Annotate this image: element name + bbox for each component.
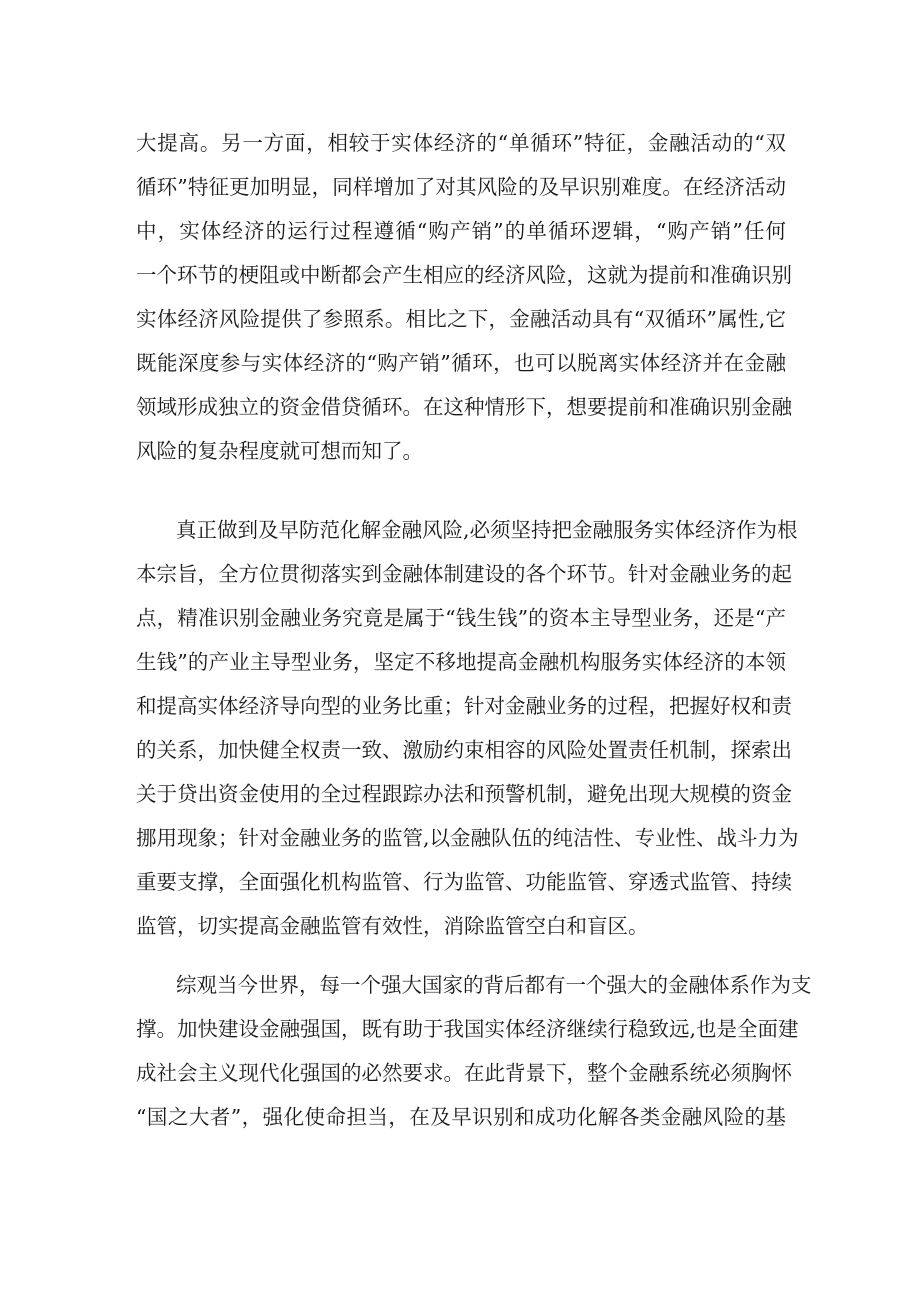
text-line: 领域形成独立的资金借贷循环。在这种情形下，想要提前和准确识别金融 [136, 395, 792, 419]
text-line: 和提高实体经济导向型的业务比重；针对金融业务的过程，把握好权和责 [136, 694, 792, 718]
text-line: 成社会主义现代化强国的必然要求。在此背景下，整个金融系统必须胸怀 [136, 1061, 792, 1085]
text-line: 既能深度参与实体经济的“购产销”循环，也可以脱离实体经济并在金融 [136, 351, 786, 375]
text-line: 一个环节的梗阻或中断都会产生相应的经济风险，这就为提前和准确识别 [136, 263, 792, 287]
text-line: 重要支撑，全面强化机构监管、行为监管、功能监管、穿透式监管、持续 [136, 870, 792, 894]
text-line: 大提高。另一方面，相较于实体经济的“单循环”特征，金融活动的“双 [136, 131, 786, 155]
text-line: 真正做到及早防范化解金融风险,必须坚持把金融服务实体经济作为根 [176, 518, 798, 542]
text-line: 本宗旨，全方位贯彻落实到金融体制建设的各个环节。针对金融业务的起 [136, 562, 792, 586]
text-line: 风险的复杂程度就可想而知了。 [136, 439, 423, 463]
text-line: 的关系，加快健全权责一致、激励约束相容的风险处置责任机制，探索出 [136, 738, 792, 762]
text-line: 中，实体经济的运行过程遵循“购产销”的单循环逻辑，“购产销”任何 [136, 219, 786, 243]
text-line: 挪用现象；针对金融业务的监管,以金融队伍的纯洁性、专业性、战斗力为 [136, 826, 799, 850]
text-line: 监管，切实提高金融监管有效性，消除监管空白和盲区。 [136, 914, 649, 938]
text-line: “国之大者”，强化使命担当，在及早识别和成功化解各类金融风险的基 [136, 1105, 786, 1129]
text-line: 点，精准识别金融业务究竟是属于“钱生钱”的资本主导型业务，还是“产 [136, 606, 786, 630]
text-line: 撑。加快建设金融强国，既有助于我国实体经济继续行稳致远,也是全面建 [136, 1017, 799, 1041]
text-line: 生钱”的产业主导型业务，坚定不移地提高金融机构服务实体经济的本领 [136, 650, 786, 674]
text-line: 综观当今世界，每一个强大国家的背后都有一个强大的金融体系作为支 [176, 973, 812, 997]
text-line: 实体经济风险提供了参照系。相比之下，金融活动具有“双循环”属性,它 [136, 307, 786, 331]
text-line: 关于贷出资金使用的全过程跟踪办法和预警机制，避免出现大规模的资金 [136, 782, 792, 806]
text-line: 循环”特征更加明显，同样增加了对其风险的及早识别难度。在经济活动 [136, 175, 786, 199]
